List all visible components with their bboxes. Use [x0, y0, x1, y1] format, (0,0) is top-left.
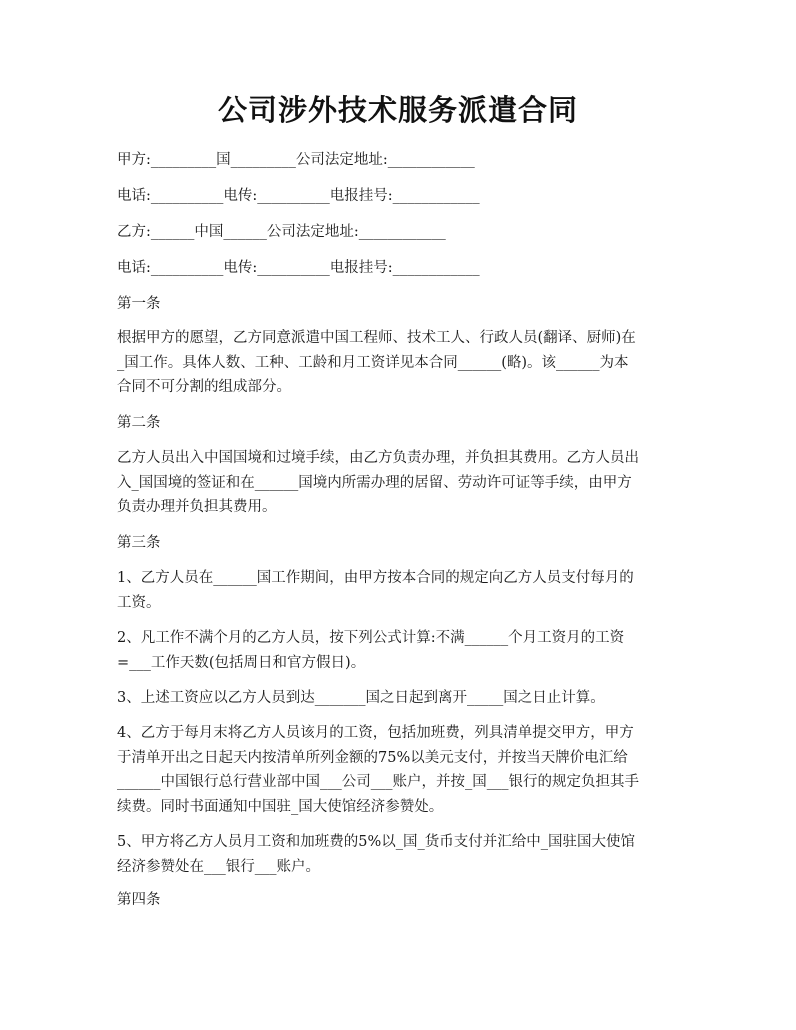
article-3-item-5-line: 5、甲方将乙方人员月工资和加班费的5%以_国_货币支付并汇给中_国驻国大使馆: [117, 834, 635, 850]
article-3-item-3: [117, 686, 679, 711]
article-2-line: 负责办理并负担其费用。: [117, 499, 277, 515]
party-a-contact-line: 电话:__________电传:__________电报挂号:____________: [117, 188, 480, 204]
article-2-heading: 第二条: [117, 415, 161, 431]
article-3-heading: 第三条: [117, 535, 161, 551]
article-2-paragraph: [117, 446, 679, 520]
article-3-item-5-line: 经济参赞处在___银行___账户。: [117, 858, 320, 875]
article-3-item-1: [117, 566, 679, 615]
article-3-item-1-line: 1、乙方人员在______国工作期间，由甲方按本合同的规定向乙方人员支付每月的: [117, 570, 634, 586]
article-2-line: 入_国国境的签证和在______国境内所需办理的居留、劳动许可证等手续，由甲方: [117, 474, 632, 491]
article-1-line: 根据甲方的愿望，乙方同意派遣中国工程师、技术工人、行政人员(翻译、厨师)在: [117, 330, 636, 346]
article-3-item-4-line: 4、乙方于每月末将乙方人员该月的工资，包括加班费，列具清单提交甲方，甲方: [117, 725, 634, 741]
article-1-line: _国工作。具体人数、工种、工龄和月工资详见本合同______(略)。该______为本: [117, 354, 629, 371]
article-3-item-2-line: 2、凡工作不满个月的乙方人员，按下列公式计算:不满______个月工资月的工资: [117, 630, 625, 646]
article-3-item-5: [117, 830, 679, 879]
article-3-item-2: [117, 626, 679, 675]
article-3-item-4: [117, 721, 679, 819]
article-1-paragraph: [117, 326, 679, 400]
article-3-item-1-line: 工资。: [117, 594, 161, 611]
party-a-address-line: 甲方:_________国_________公司法定地址:____________: [117, 152, 475, 168]
article-2-line: 乙方人员出入中国国境和过境手续，由乙方负责办理，并负担其费用。乙方人员出: [117, 450, 639, 466]
article-3-item-3-line: 3、上述工资应以乙方人员到达_______国之日起到离开_____国之日止计算。: [117, 690, 605, 706]
article-3-item-4-line: 于清单开出之日起天内按清单所列金额的75%以美元支付，并按当天牌价电汇给: [117, 749, 628, 766]
document-title: 公司涉外技术服务派遣合同: [217, 93, 578, 127]
article-4-heading: 第四条: [117, 892, 161, 908]
party-b-contact-line: 电话:__________电传:__________电报挂号:____________: [117, 260, 480, 276]
article-3-item-2-line: =___工作天数(包括周日和官方假日)。: [117, 654, 366, 671]
article-3-item-4-line: ______中国银行总行营业部中国___公司___账户，并按_国___银行的规定负担其手: [117, 774, 639, 790]
article-1-line: 合同不可分割的组成部分。: [117, 379, 291, 395]
party-b-address-line: 乙方:______中国______公司法定地址:____________: [117, 224, 446, 240]
article-3-item-4-line: 续费。同时书面通知中国驻_国大使馆经济参赞处。: [117, 798, 444, 815]
article-1-heading: 第一条: [117, 296, 161, 312]
